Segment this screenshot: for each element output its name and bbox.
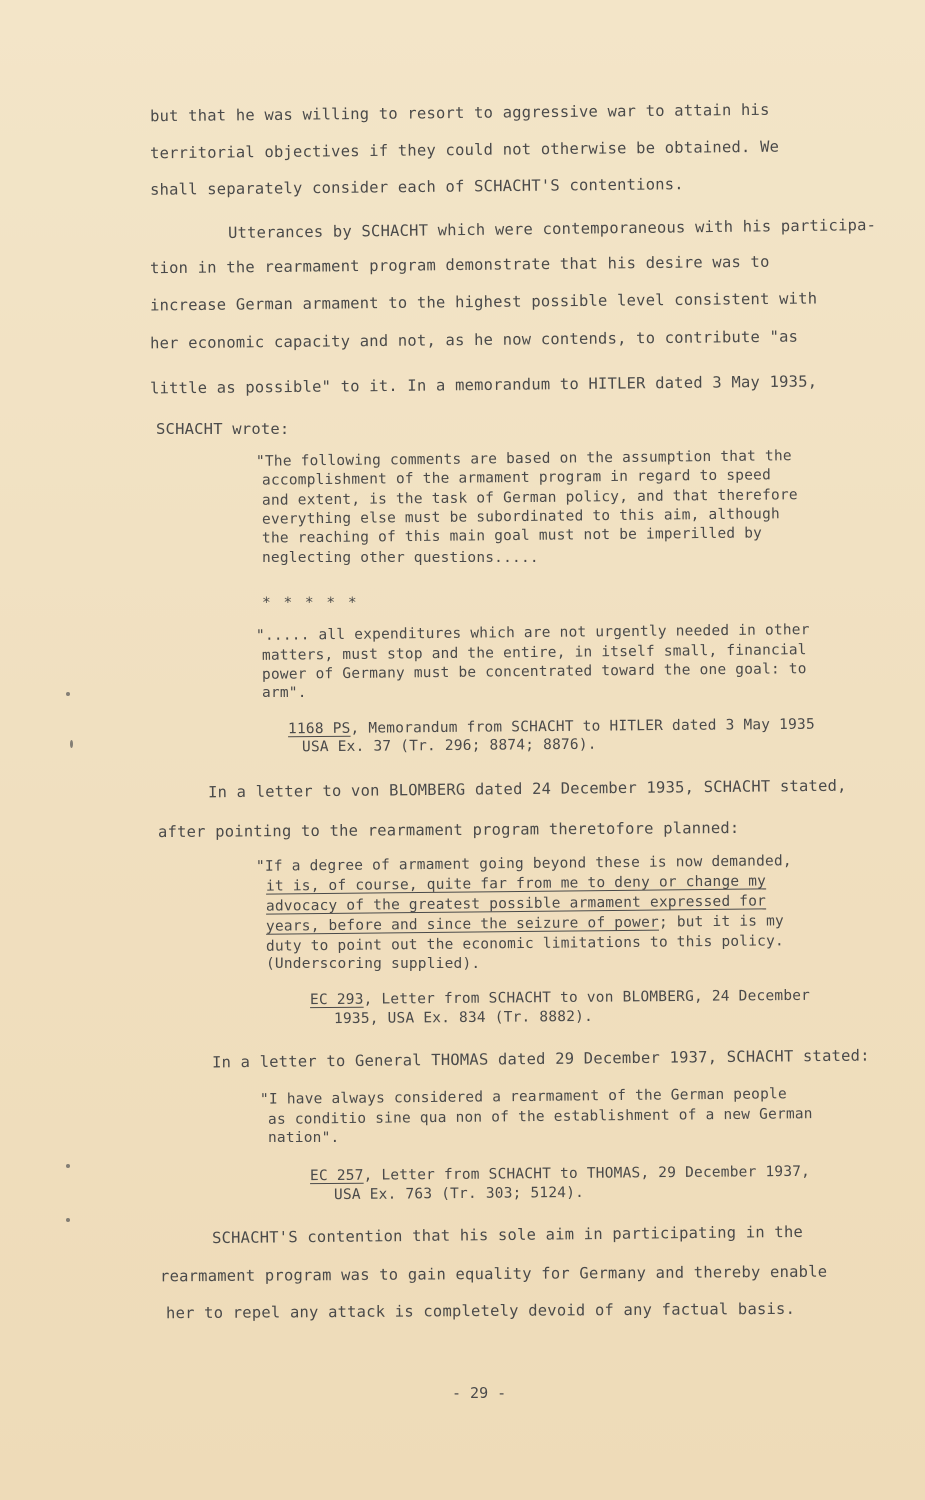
- paragraph-2-line-2: tion in the rearmament program demonstrate that his desire was to: [149, 252, 770, 278]
- margin-speck: [66, 1164, 70, 1168]
- quote-3-line-4: years, before and since the seizure of power; but it is my: [265, 913, 785, 935]
- paragraph-1-line-3: shall separately consider each of SCHACHT'S contentions.: [149, 175, 684, 199]
- paragraph-2-line-1: Utterances by SCHACHT which were contemporaneous with his participa-: [227, 216, 877, 242]
- paragraph-1-line-2: territorial objectives if they could not otherwise be obtained. We: [149, 137, 780, 163]
- quote-3-line-6: (Underscoring supplied).: [266, 956, 481, 972]
- quote-1-line-6: neglecting other questions.....: [262, 550, 539, 566]
- citation-1-line-1: 1168 PS, Memorandum from SCHACHT to HITLER dated 3 May 1935: [287, 716, 815, 738]
- citation-2-line-1: EC 293, Letter from SCHACHT to von BLOMBERG, 24 December: [309, 987, 811, 1009]
- citation-3-line-1: EC 257, Letter from SCHACHT to THOMAS, 29 December 1937,: [309, 1163, 811, 1185]
- citation-1-line-2: USA Ex. 37 (Tr. 296; 8874; 8876).: [301, 736, 597, 756]
- paragraph-3-line-1: In a letter to von BLOMBERG dated 24 December 1935, SCHACHT stated,: [207, 776, 847, 802]
- quote-1-line-3: and extent, is the task of German policy, and that therefore: [261, 487, 798, 509]
- paragraph-1-line-1: but that he was willing to resort to aggressive war to attain his: [149, 100, 770, 126]
- quote-1-line-2: accomplishment of the armament program in regard to speed: [261, 467, 772, 489]
- citation-2-line-2: 1935, USA Ex. 834 (Tr. 8882).: [333, 1008, 594, 1028]
- paragraph-5-line-3: her to repel any attack is completely devoid of any factual basis.: [165, 1299, 796, 1323]
- citation-3-line-2: USA Ex. 763 (Tr. 303; 5124).: [333, 1184, 585, 1204]
- paragraph-2-line-6: SCHACHT wrote:: [156, 420, 290, 438]
- quote-4-line-2: as conditio sine qua non of the establishment of a new German: [267, 1106, 813, 1128]
- quote-2-line-2: matters, must stop and the entire, in itself small, financial: [261, 642, 807, 664]
- quote-3-line-2: it is, of course, quite far from me to deny or change my: [265, 873, 767, 895]
- quote-2-line-1: "..... all expenditures which are not urgently needed in other: [255, 622, 810, 644]
- quote-3-line-3: advocacy of the greatest possible armament expressed for: [265, 893, 767, 915]
- asterisk-separator: * * * * *: [262, 595, 359, 611]
- paragraph-5-line-2: rearmament program was to gain equality for Germany and thereby enable: [159, 1262, 828, 1286]
- quote-2-line-3: power of Germany must be concentrated toward the one goal: to: [261, 661, 807, 683]
- quote-4-line-1: "I have always considered a rearmament of the German people: [259, 1086, 787, 1108]
- quote-1-line-4: everything else must be subordinated to this aim, although: [261, 506, 781, 528]
- quote-2-line-4: arm".: [262, 685, 307, 701]
- paragraph-2-line-5: little as possible" to it. In a memorandum to HITLER dated 3 May 1935,: [149, 372, 818, 398]
- page-number: - 29 -: [452, 1384, 507, 1402]
- paragraph-5-line-1: SCHACHT'S contention that his sole aim in participating in the: [211, 1222, 804, 1248]
- citation-1-ref: 1168 PS: [287, 720, 351, 738]
- paragraph-2-line-3: increase German armament to the highest possible level consistent with: [149, 289, 818, 315]
- margin-speck: [66, 692, 70, 696]
- paragraph-3-line-2: after pointing to the rearmament program theretofore planned:: [157, 818, 740, 842]
- paragraph-4: In a letter to General THOMAS dated 29 December 1937, SCHACHT stated:: [211, 1046, 870, 1072]
- quote-3-line-1: "If a degree of armament going beyond these is now demanded,: [255, 853, 792, 875]
- margin-speck: [66, 1218, 70, 1222]
- paragraph-2-line-4: her economic capacity and not, as he now contends, to contribute "as: [149, 327, 799, 353]
- quote-3-line-5: duty to point out the economic limitations to this policy.: [265, 933, 785, 955]
- citation-2-ref: EC 293: [309, 991, 364, 1009]
- quote-4-line-3: nation".: [268, 1130, 340, 1146]
- quote-1-line-1: "The following comments are based on the assumption that the: [255, 448, 792, 470]
- margin-speck: [70, 740, 73, 748]
- quote-1-line-5: the reaching of this main goal must not be imperilled by: [261, 525, 763, 547]
- citation-3-ref: EC 257: [309, 1167, 364, 1185]
